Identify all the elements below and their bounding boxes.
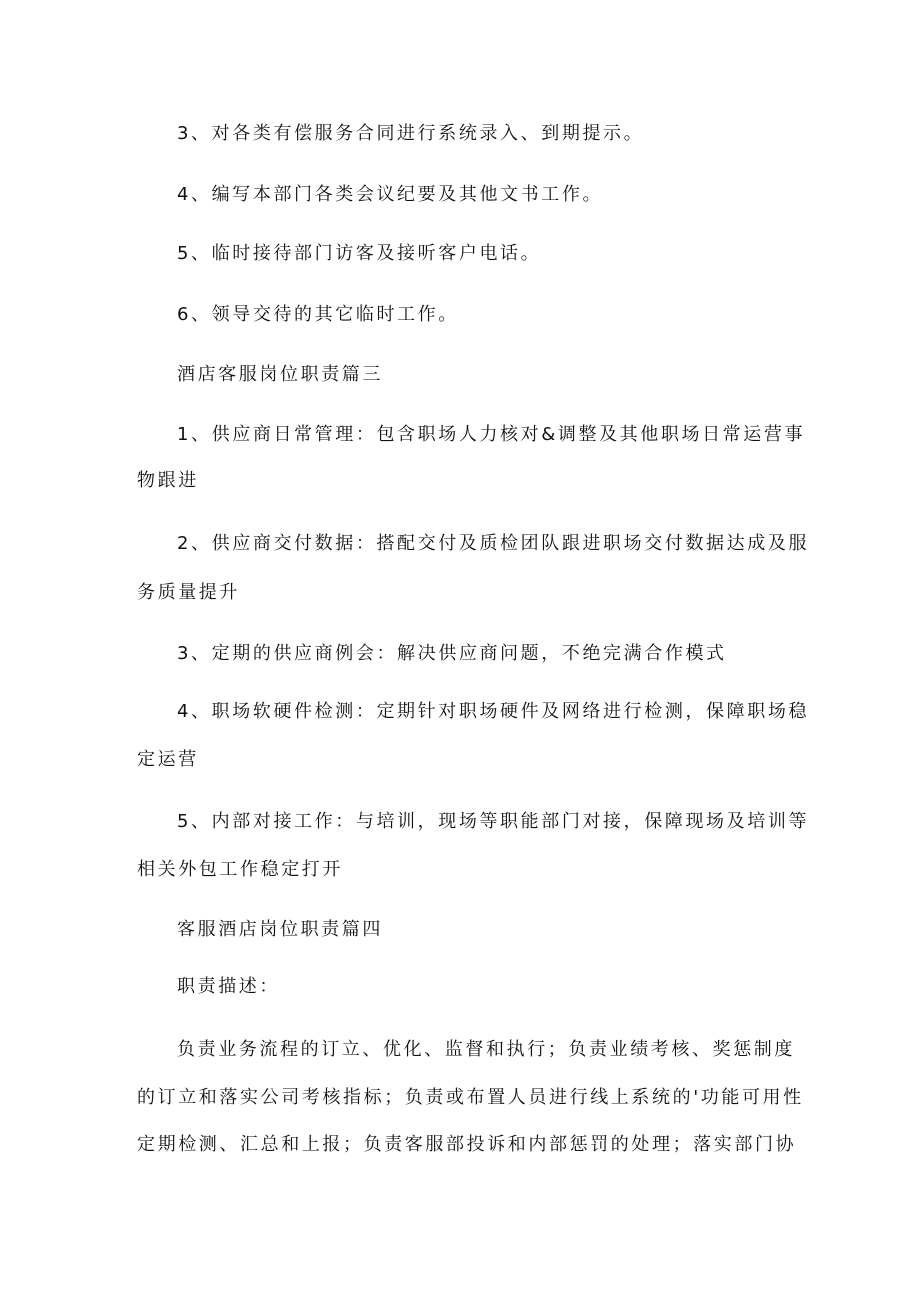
paragraph-line: 负责业务流程的订立、优化、监督和执行；负责业绩考核、奖惩制度: [177, 1039, 795, 1060]
list-item: 1、供应商日常管理：包含职场人力核对&调整及其他职场日常运营事: [177, 424, 806, 445]
section-heading: 客服酒店岗位职责篇四: [177, 919, 383, 940]
list-item-continuation: 定运营: [137, 749, 199, 770]
list-item: 4、编写本部门各类会议纪要及其他文书工作。: [177, 184, 604, 205]
list-item: 5、临时接待部门访客及接听客户电话。: [177, 243, 542, 264]
list-item: 3、对各类有偿服务合同进行系统录入、到期提示。: [177, 123, 645, 144]
list-item-continuation: 务质量提升: [137, 582, 240, 603]
list-item-continuation: 相关外包工作稳定打开: [137, 859, 343, 880]
paragraph-line: 的订立和落实公司考核指标；负责或布置人员进行线上系统的'功能可用性: [137, 1087, 804, 1108]
list-item: 3、定期的供应商例会：解决供应商问题，不绝完满合作模式: [177, 643, 727, 664]
list-item: 4、职场软硬件检测：定期针对职场硬件及网络进行检测，保障职场稳: [177, 701, 810, 722]
list-item: 5、内部对接工作：与培训，现场等职能部门对接，保障现场及培训等: [177, 811, 810, 832]
list-item-continuation: 物跟进: [137, 470, 199, 491]
list-item: 6、领导交待的其它临时工作。: [177, 304, 459, 325]
paragraph-line: 定期检测、汇总和上报；负责客服部投诉和内部惩罚的处理；落实部门协: [137, 1134, 797, 1155]
list-item: 2、供应商交付数据：搭配交付及质检团队跟进职场交付数据达成及服: [177, 533, 810, 554]
section-heading: 酒店客服岗位职责篇三: [177, 364, 383, 385]
subheading: 职责描述：: [177, 976, 280, 997]
